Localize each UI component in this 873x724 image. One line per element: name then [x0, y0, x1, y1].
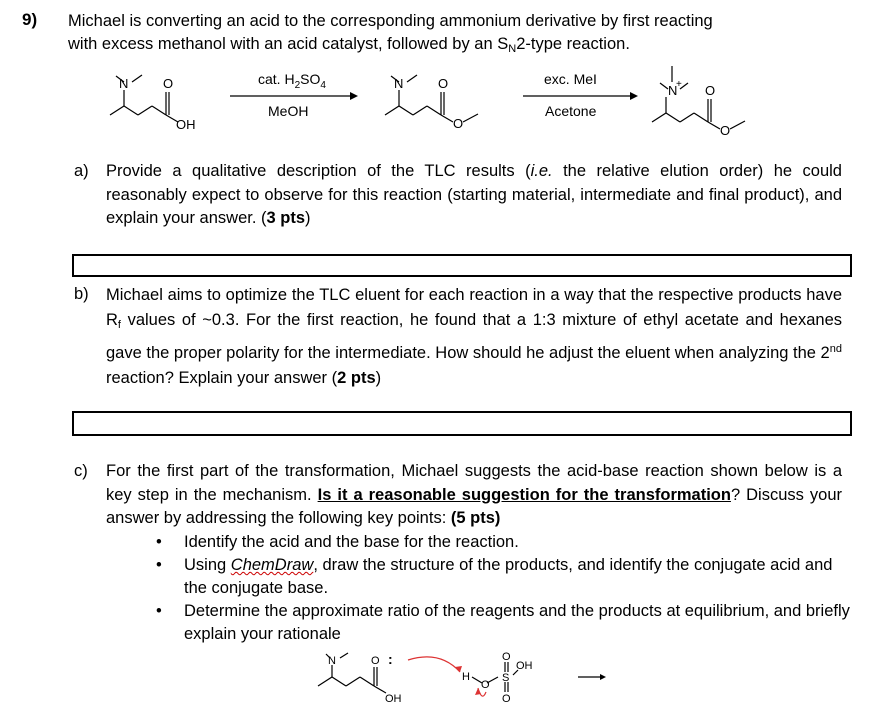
svg-text:O: O: [453, 116, 464, 131]
svg-text:O: O: [371, 655, 380, 667]
atom-n: N: [119, 76, 129, 91]
svg-text:O: O: [163, 76, 174, 91]
svg-text:O: O: [720, 123, 731, 138]
bullet-1: • Identify the acid and the base for the reaction.: [156, 533, 519, 551]
svg-text:O: O: [705, 83, 716, 98]
svg-text:OH: OH: [176, 117, 196, 132]
part-c-text: For the first part of the transformation, Michael suggests the acid-base reaction shown below is a key step in the mechanism. Is it a reasonable suggestion for the transformation? Discuss your answer by addressing the following key points: (5 pts): [106, 462, 842, 527]
svg-text:S: S: [502, 672, 510, 684]
svg-text:N: N: [394, 76, 404, 91]
mechanism-scheme: [300, 650, 620, 720]
arrow2-bottom-label: Acetone: [545, 103, 597, 119]
svg-text:O: O: [502, 651, 511, 663]
bullet-2: • Using ChemDraw, draw the structure of the products, and identify the conjugate acid and the conjugate base.: [156, 556, 833, 597]
part-c-label: c): [74, 462, 88, 480]
intro-line-1: Michael is converting an acid to the corresponding ammonium derivative by first reacting: [68, 12, 713, 30]
svg-text:O: O: [481, 679, 490, 691]
chemdraw-term: ChemDraw: [230, 556, 314, 574]
arrow2-top-label: exc. MeI: [544, 71, 597, 87]
part-a-text: Provide a qualitative description of the TLC results (i.e. the relative elution order) he could reasonably expect to observe for this reaction (starting material, intermediate and final product), and explain your answer. (3 pts): [106, 162, 842, 227]
svg-text:N: N: [328, 655, 336, 667]
svg-text:O: O: [502, 693, 511, 705]
svg-text:OH: OH: [516, 660, 533, 672]
part-c-emphasis: Is it a reasonable suggestion for the transformation: [317, 485, 731, 504]
answer-box-b[interactable]: [72, 411, 852, 436]
svg-text:O: O: [438, 76, 449, 91]
question-number: 9): [22, 10, 38, 29]
part-b-text: Michael aims to optimize the TLC eluent for each reaction in a way that the respective products have $R_f$ values of ~0.3. For the first reaction, he found that a 1:3 mixture of ethyl acetate and hexanes gave the proper polarity for the intermediate. How should he adjust the eluent when analyzing the 2nd reaction? Explain your answer (2 pts): [106, 286, 842, 387]
svg-text:H: H: [462, 671, 470, 683]
svg-text:N: N: [668, 83, 678, 98]
reaction-scheme: [0, 58, 873, 138]
part-a-label: a): [74, 162, 89, 180]
question-intro: [68, 10, 848, 61]
arrow1-bottom-label: MeOH: [268, 103, 309, 119]
bullet-3: • Determine the approximate ratio of the reagents and the products at equilibrium, and briefly explain your rationale: [156, 602, 850, 643]
part-b: [74, 283, 852, 387]
part-c: [74, 460, 852, 532]
svg-text:+: +: [676, 79, 682, 90]
arrow1-top-label: cat. $H_2SO_4$: [258, 71, 326, 91]
intro-line-2: with excess methanol with an acid catalyst, followed by an $S_N2$-type reaction.: [68, 35, 630, 55]
product-structure: [652, 66, 745, 129]
part-b-label: b): [74, 285, 89, 303]
answer-box-a[interactable]: [72, 254, 852, 277]
part-c-bullets: [140, 531, 852, 646]
svg-text:OH: OH: [385, 693, 402, 705]
part-a: [74, 160, 852, 232]
svg-text::: :: [388, 651, 393, 667]
